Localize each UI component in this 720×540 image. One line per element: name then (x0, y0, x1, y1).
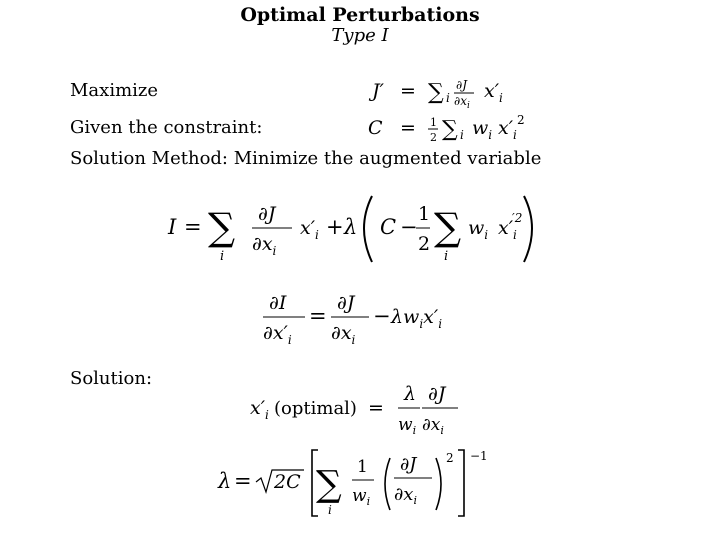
svg-text:λwix′i: $\lambda w_ix'_i$ (391, 306, 443, 331)
svg-text:1: 1 (430, 116, 437, 129)
svg-text:∂xi: $\partial x_i$ (252, 233, 277, 258)
svg-text:i: i (446, 91, 450, 105)
svg-text:+: + (326, 215, 344, 239)
svg-text:i: i (220, 249, 225, 264)
svg-text:∑: ∑ (428, 80, 444, 105)
svg-text:=: = (234, 469, 252, 493)
gradient-equation (255, 285, 475, 347)
svg-text:=: = (400, 117, 416, 139)
svg-text:∂J: ∂J (456, 78, 468, 92)
svg-text:C: C (380, 215, 397, 239)
svg-text:2: 2 (418, 233, 431, 255)
augmented-equation (160, 188, 560, 270)
svg-text:∂xi: $\partial x_i$ (422, 415, 444, 437)
svg-text:C: C (368, 117, 383, 139)
svg-text:2: 2 (430, 131, 437, 144)
svg-text:x′i: $x'_i$ (250, 397, 269, 422)
svg-text:−: − (400, 215, 418, 239)
svg-text:∂J: ∂J (400, 454, 417, 475)
svg-text:∂J: ∂J (428, 383, 446, 405)
constraint-label: Given the constraint: (70, 117, 263, 138)
svg-text:∂J: ∂J (337, 292, 355, 314)
svg-text:′2: ′2 (512, 211, 523, 225)
svg-text:∂xi: $\partial x_i$ (454, 94, 470, 111)
svg-text:∑: ∑ (442, 117, 458, 142)
svg-text:∂J: ∂J (258, 203, 276, 225)
objective-equation (360, 72, 540, 112)
svg-text:i: i (444, 249, 449, 264)
method-label: Solution Method: Minimize the augmented variable (70, 148, 542, 169)
svg-text:wi: $w_i$ (472, 117, 493, 142)
svg-text:J′: J′ (372, 80, 384, 102)
svg-text:−: − (373, 304, 391, 328)
svg-text:=: = (368, 397, 384, 419)
lambda-equation (214, 444, 514, 534)
squared-exponent: 2 (446, 451, 454, 465)
svg-text:x′i: $x'_i$ (300, 217, 319, 242)
svg-text:λ: λ (404, 383, 417, 405)
optimal-solution-equation (246, 380, 476, 438)
svg-text:2: 2 (517, 113, 525, 127)
svg-text:x′i: $x'_i$ (498, 117, 517, 142)
svg-text:∑: ∑ (208, 205, 236, 249)
svg-text:∂xi: $\partial x_i$ (331, 322, 356, 347)
svg-text:1: 1 (357, 457, 368, 477)
optimal-word: (optimal) (274, 398, 357, 419)
constraint-equation (360, 108, 560, 148)
svg-text:1: 1 (418, 203, 431, 225)
slide-title: Optimal Perturbations (240, 4, 480, 26)
svg-text:∑: ∑ (316, 464, 342, 505)
maximize-label: Maximize (70, 80, 159, 101)
svg-text:wi: $w_i$ (468, 217, 489, 242)
sqrt-argument: 2C (274, 471, 301, 493)
svg-text:wi: $w_i$ (352, 486, 371, 508)
svg-text:∂x′i: $\partial x'_i$ (263, 322, 292, 347)
svg-text:λ: λ (344, 215, 358, 239)
svg-text:x′i: $x'_i$ (498, 217, 517, 242)
svg-text:wi: $w_i$ (398, 415, 417, 437)
solution-label: Solution: (70, 368, 153, 389)
svg-text:i: i (460, 128, 464, 142)
svg-text:i: i (328, 503, 332, 517)
svg-text:=: = (184, 215, 202, 239)
svg-text:∂I: ∂I (269, 292, 287, 314)
svg-text:∑: ∑ (434, 205, 462, 249)
svg-text:=: = (400, 80, 416, 102)
slide-subtitle: Type I (331, 25, 389, 46)
svg-text:∂xi: $\partial x_i$ (394, 484, 417, 507)
svg-text:x′i: $x'_i$ (484, 80, 503, 105)
inverse-exponent: −1 (470, 449, 488, 463)
svg-text:λ: λ (218, 469, 232, 493)
svg-text:=: = (309, 304, 327, 328)
svg-text:I: I (168, 215, 177, 239)
